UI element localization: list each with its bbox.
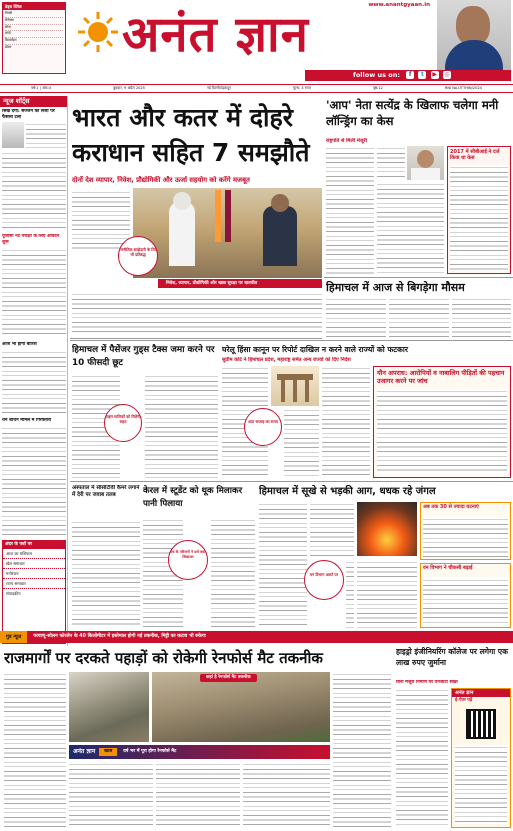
info-item: पृष्ठ:12	[372, 86, 383, 90]
sc-text	[284, 408, 319, 478]
kerala-headline: केरल में स्टूडेंट को थूक मिलाकर पानी पिलाया	[143, 486, 243, 509]
info-item: मूल्य: 3 रुपए	[293, 86, 311, 90]
inside-pages-item[interactable]: मनोरंजन	[3, 569, 65, 579]
markets-box	[2, 2, 66, 74]
bottom-photo-label: कहां है रेनफोर्स मैट तकनीक	[200, 674, 257, 682]
markets-line: सेंसेक्स	[5, 18, 63, 25]
sc-subhead: सुप्रीम कोर्ट ने हिमाचल प्रदेश, महाराष्ट्र समेत अन्य राज्यों को दिए निर्देश	[222, 357, 351, 363]
weather-text	[389, 297, 449, 337]
kerala-bubble	[168, 540, 208, 580]
markets-line: सोना	[5, 25, 63, 32]
sidebar	[0, 96, 68, 646]
bottom-text	[4, 672, 66, 828]
kerala-bubble-text: छात्र के परिजनों ने दर्ज कराई शिकायत	[169, 550, 207, 559]
markets-box-lines	[3, 10, 65, 52]
sidebar-item-photo	[2, 122, 24, 148]
aap-headline: 'आप' नेता सत्येंद्र के खिलाफ चलेगा मनी लॉन्ड्रिंग का केस	[326, 98, 499, 128]
sidebar-item-title: आज भी होगी बारिश	[2, 342, 37, 347]
cctv-text	[72, 520, 140, 628]
fire-photo	[357, 502, 417, 556]
bottom-photo-1	[69, 672, 149, 742]
sc-photo	[271, 366, 319, 406]
aap-photo	[407, 146, 444, 180]
sidebar-item-title: सिख दंगा: सज्जन की सजा पर फैसला टला	[2, 109, 55, 120]
markets-line: चांदी	[5, 31, 63, 38]
aap-box	[447, 146, 511, 274]
gst-text	[145, 374, 218, 478]
lead-bubble	[118, 236, 158, 276]
kerala-text	[211, 518, 255, 628]
website-link[interactable]: www.anantgyaan.in	[368, 2, 430, 8]
brand-strip-sub: खास	[99, 748, 117, 756]
instagram-icon[interactable]: ◎	[444, 71, 450, 78]
aap-text	[326, 146, 374, 274]
masthead	[0, 0, 513, 82]
fire-text	[357, 560, 417, 628]
lead-text-bottom	[72, 292, 322, 336]
fire-col-b-head: वन विभाग ने चौकसी बढ़ाई	[423, 565, 473, 571]
markets-line: डॉलर	[5, 44, 12, 49]
fire-text	[259, 502, 307, 628]
fire-bubble-text: वन विभाग अलर्ट पर	[309, 572, 339, 577]
good-news-ticker	[0, 631, 513, 643]
gst-bubble-text: वाहन मालिकों को मिलेगी राहत	[105, 414, 141, 424]
aap-subhead: राष्ट्रपति से मिली मंजूरी	[326, 138, 367, 144]
inside-pages-item[interactable]: आज का राशिफल	[3, 549, 65, 559]
facebook-icon[interactable]: f	[406, 71, 414, 79]
brand-strip-logo: अनंत ज्ञान	[73, 748, 96, 756]
lead-headline: भारत और कतर में दोहरे कराधान सहित 7 समझौते	[72, 103, 310, 167]
right-subhead: बिना मंजूरी निर्माण पर एनजीटी सख्त	[396, 680, 458, 685]
sidebar-item-text	[26, 122, 66, 150]
weather-headline: हिमाचल में आज से बिगड़ेगा मौसम	[326, 281, 465, 294]
fire-col-a-head: अब तक 30 से ज्यादा घटनाएं	[423, 504, 479, 510]
inside-pages-item[interactable]: संपादकीय	[6, 590, 21, 596]
inside-pages-item[interactable]: राज्य समाचार	[3, 579, 65, 589]
bottom-photo-2	[152, 672, 330, 742]
sexual-headline: यौन अपराध: आरोपियों व नाबालिग पीड़ितों की पहचान उजागर करने पर जांच	[377, 369, 505, 386]
inside-pages-box	[2, 540, 66, 644]
sidebar-item-text	[2, 151, 66, 231]
ticker-text: परवाणू-सोलन फोरलेन के 40 किलोमीटर में इस्तेमाल होगी नई तकनीक, मिट्टी का कटाव भी रुकेगा	[33, 634, 206, 639]
fire-col-a	[420, 502, 511, 560]
info-item: नई दिल्ली/देहरादून	[206, 86, 232, 90]
qr-code-icon	[466, 709, 496, 739]
promo-title: अनंत ज्ञान	[452, 689, 510, 697]
fire-headline: हिमाचल में सूखे से भड़की आग, धधक रहे जंगल	[259, 486, 436, 497]
sidebar-header: न्यूज शॉर्ट्स	[0, 96, 67, 107]
bottom-text	[69, 762, 153, 828]
social-bar	[305, 70, 511, 81]
markets-line: निफ्टी	[5, 11, 63, 18]
markets-box-title: ब्रेड्स ब्लिंक	[3, 3, 65, 10]
sidebar-item-text	[2, 426, 66, 536]
inside-pages-header: अंदर के पन्नों पर	[3, 541, 65, 549]
promo-sub: ई-पेपर पढ़ें	[455, 698, 473, 704]
weather-text	[326, 297, 386, 337]
info-item: बुधवार, 9 अप्रैल 2025	[113, 86, 145, 90]
lead-bubble-text: रणनीतिक साझेदारी के लिए भी प्रतिबद्ध	[119, 247, 157, 257]
aap-box-title: 2017 में सीबीआई ने दर्ज किया था केस	[450, 149, 500, 162]
sc-text	[322, 366, 370, 478]
fire-text	[310, 502, 354, 558]
sexual-box	[373, 366, 511, 478]
inside-pages-item[interactable]: खेल समाचार	[3, 559, 65, 569]
markets-line: बिटकॉइन	[5, 38, 63, 45]
lead-photo	[133, 188, 322, 278]
sidebar-item-text	[2, 248, 66, 338]
portrait-photo	[437, 0, 511, 70]
bottom-text	[333, 672, 391, 828]
lead-subhead: दोनों देश व्यापार, निवेश, प्रौद्योगिकी और ऊर्जा सहयोग को करेंगे मजबूत	[72, 176, 250, 184]
fire-text	[346, 560, 354, 628]
youtube-icon[interactable]: ▶	[432, 71, 438, 78]
right-text	[396, 688, 448, 828]
aap-text	[377, 146, 405, 178]
info-item: वर्ष:1 | अंक:3	[31, 86, 52, 90]
cctv-headline: अस्पताल में सीसीटीवी कैमरे लगाने में देरी पर जवाब तलब	[72, 485, 140, 498]
right-headline: हाइड्रो इंजीनियरिंग कॉलेज पर लगेगा एक लाख रुपए जुर्माना	[396, 647, 508, 667]
sc-bubble	[244, 408, 282, 446]
sidebar-item-text	[2, 350, 66, 414]
sc-bubble-text: आठ सप्ताह का समय	[248, 419, 278, 424]
brand-strip	[69, 745, 330, 759]
fire-bubble	[304, 560, 344, 600]
bottom-headline: राजमार्गों पर दरकते पहाड़ों को रोकेगी रेनफोर्स मैट तकनीक	[4, 649, 323, 667]
bottom-text	[243, 762, 330, 828]
sc-headline: घरेलू हिंसा कानून पर रिपोर्ट दाखिल न करने वाले राज्यों को फटकार	[222, 345, 408, 354]
sun-icon	[76, 10, 120, 54]
masthead-title: अनंत ज्ञान	[122, 6, 309, 63]
gst-bubble	[104, 404, 142, 442]
info-bar	[0, 84, 513, 93]
ticker-label: गुड न्यूज	[0, 631, 27, 643]
aap-text	[377, 182, 444, 274]
lead-photo-caption: निवेश, व्यापार, प्रौद्योगिकी और खाद्य सुरक्षा पर बातचीत	[158, 279, 322, 288]
weather-text	[452, 297, 511, 337]
info-item: RNI No.UTTHIN/2024	[444, 86, 482, 90]
twitter-icon[interactable]: t	[418, 71, 426, 79]
fire-col-b	[420, 563, 511, 628]
sidebar-item-title: यूजीसी नेट परीक्षा के लिए आवेदन शुरू	[2, 234, 60, 245]
sidebar-item-title: धन शोधन मामले में गिरफ्तारी	[2, 418, 52, 423]
brand-strip-caption: वर्ष भर में पूरा होगा रेनफोर्स मैट	[123, 749, 177, 755]
gst-headline: हिमाचल में पैसेंजर गुड्स टैक्स जमा करने पर 10 फीसदी छूट	[72, 345, 215, 368]
bottom-text	[156, 762, 240, 828]
masthead-logo	[76, 10, 120, 54]
follow-label: follow us on:	[353, 71, 400, 79]
epaper-promo[interactable]	[451, 688, 511, 828]
